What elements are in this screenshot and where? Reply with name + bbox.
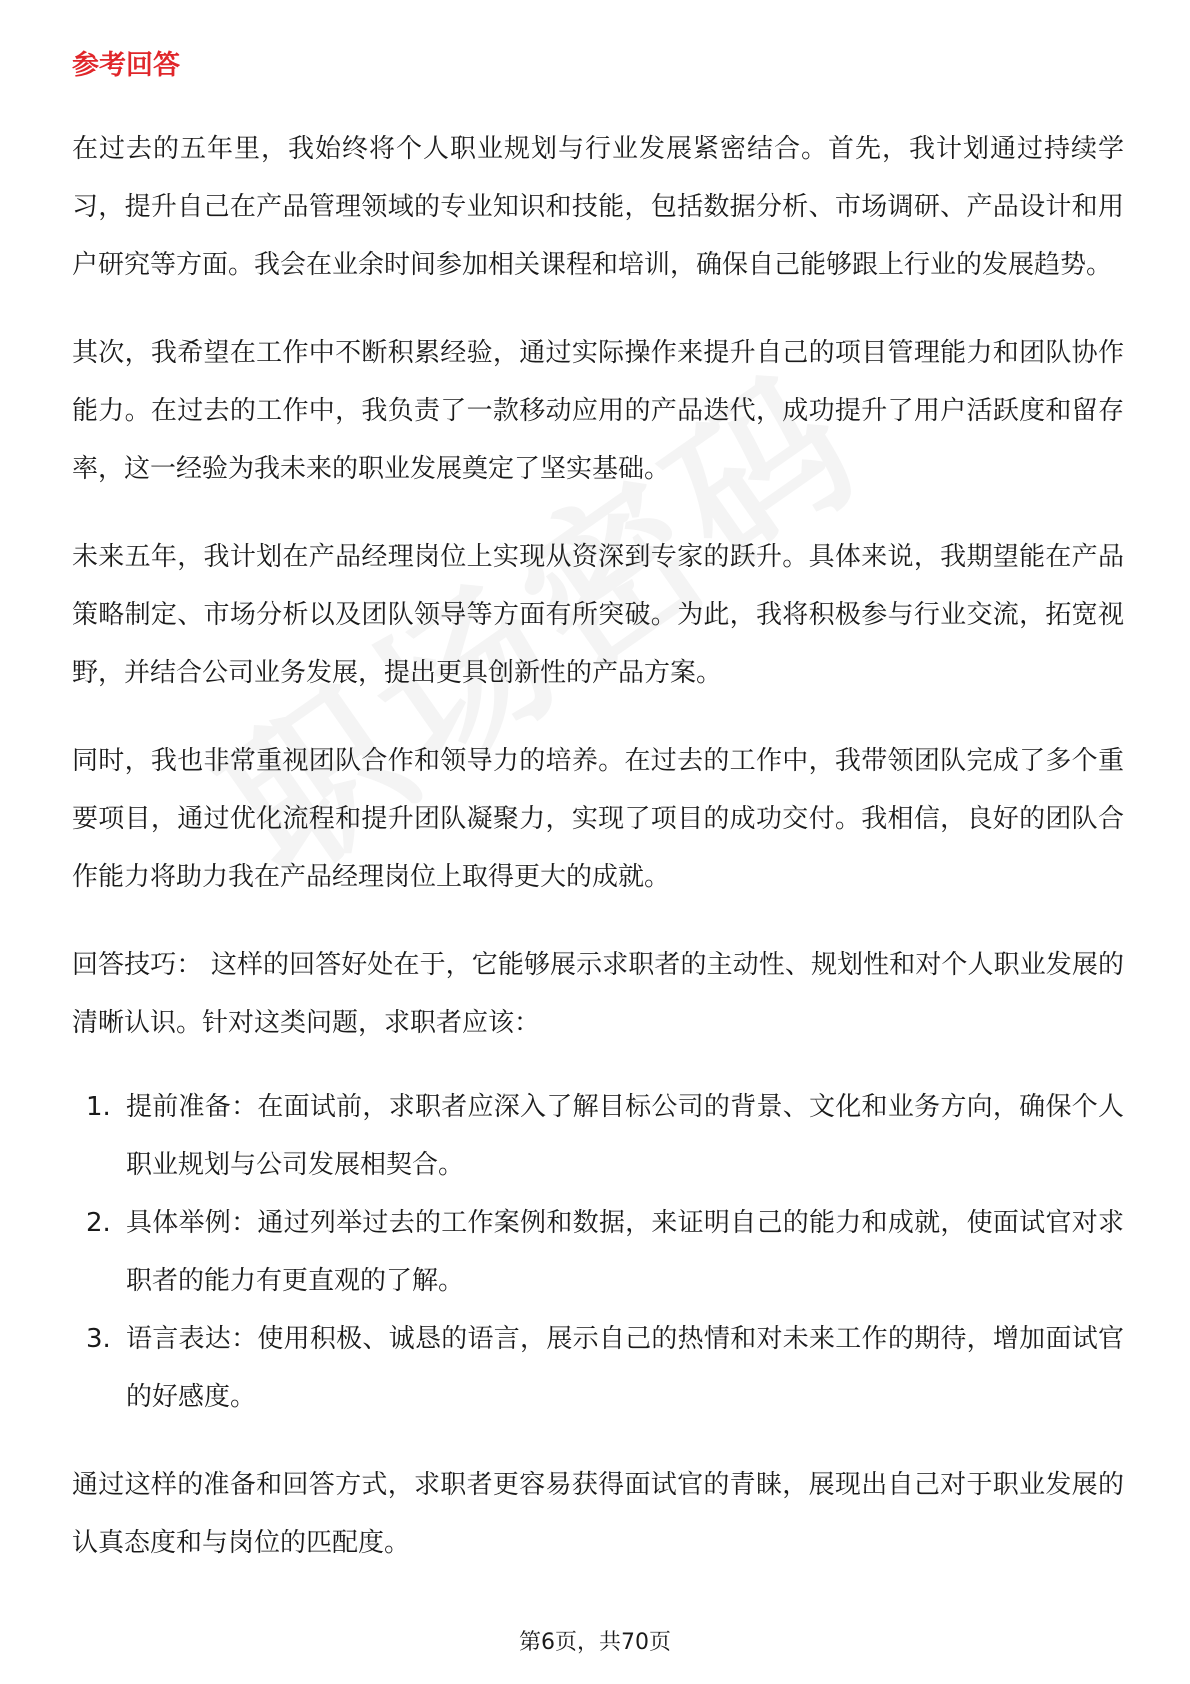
list-number: 3. <box>86 1324 111 1354</box>
list-item <box>72 1310 1124 1426</box>
list-item-text: 具体举例：通过列举过去的工作案例和数据，来证明自己的能力和成就，使面试官对求职者的能力有更直观的了解。 <box>126 1208 1124 1296</box>
page-number: 第6页，共70页 <box>519 1630 671 1655</box>
answer-paragraph-3: 未来五年，我计划在产品经理岗位上实现从资深到专家的跃升。具体来说，我期望能在产品策略制定、市场分析以及团队领导等方面有所突破。为此，我将积极参与行业交流，拓宽视野，并结合公司业务发展，提出更具创新性的产品方案。 <box>72 542 1124 688</box>
answer-paragraph-1: 在过去的五年里，我始终将个人职业规划与行业发展紧密结合。首先，我计划通过持续学习，提升自己在产品管理领域的专业知识和技能，包括数据分析、市场调研、产品设计和用户研究等方面。我会在业余时间参加相关课程和培训，确保自己能够跟上行业的发展趋势。 <box>72 134 1124 280</box>
tips-intro-paragraph: 回答技巧： 这样的回答好处在于，它能够展示求职者的主动性、规划性和对个人职业发展的清晰认识。针对这类问题，求职者应该： <box>72 950 1124 1038</box>
tips-list <box>72 1078 1124 1426</box>
closing-paragraph: 通过这样的准备和回答方式，求职者更容易获得面试官的青睐，展现出自己对于职业发展的认真态度和与岗位的匹配度。 <box>72 1470 1124 1558</box>
document-body <box>72 46 1124 1602</box>
list-number: 2. <box>86 1208 111 1238</box>
list-number: 1. <box>86 1092 111 1122</box>
answer-paragraph-2: 其次，我希望在工作中不断积累经验，通过实际操作来提升自己的项目管理能力和团队协作能力。在过去的工作中，我负责了一款移动应用的产品迭代，成功提升了用户活跃度和留存率，这一经验为我未来的职业发展奠定了坚实基础。 <box>72 338 1124 484</box>
list-item-text: 语言表达：使用积极、诚恳的语言，展示自己的热情和对未来工作的期待，增加面试官的好感度。 <box>126 1324 1124 1412</box>
list-item <box>72 1078 1124 1194</box>
answer-paragraph-4: 同时，我也非常重视团队合作和领导力的培养。在过去的工作中，我带领团队完成了多个重要项目，通过优化流程和提升团队凝聚力，实现了项目的成功交付。我相信，良好的团队合作能力将助力我在产品经理岗位上取得更大的成就。 <box>72 746 1124 892</box>
list-item-text: 提前准备：在面试前，求职者应深入了解目标公司的背景、文化和业务方向，确保个人职业规划与公司发展相契合。 <box>126 1092 1124 1180</box>
list-item <box>72 1194 1124 1310</box>
section-heading: 参考回答 <box>72 50 180 81</box>
